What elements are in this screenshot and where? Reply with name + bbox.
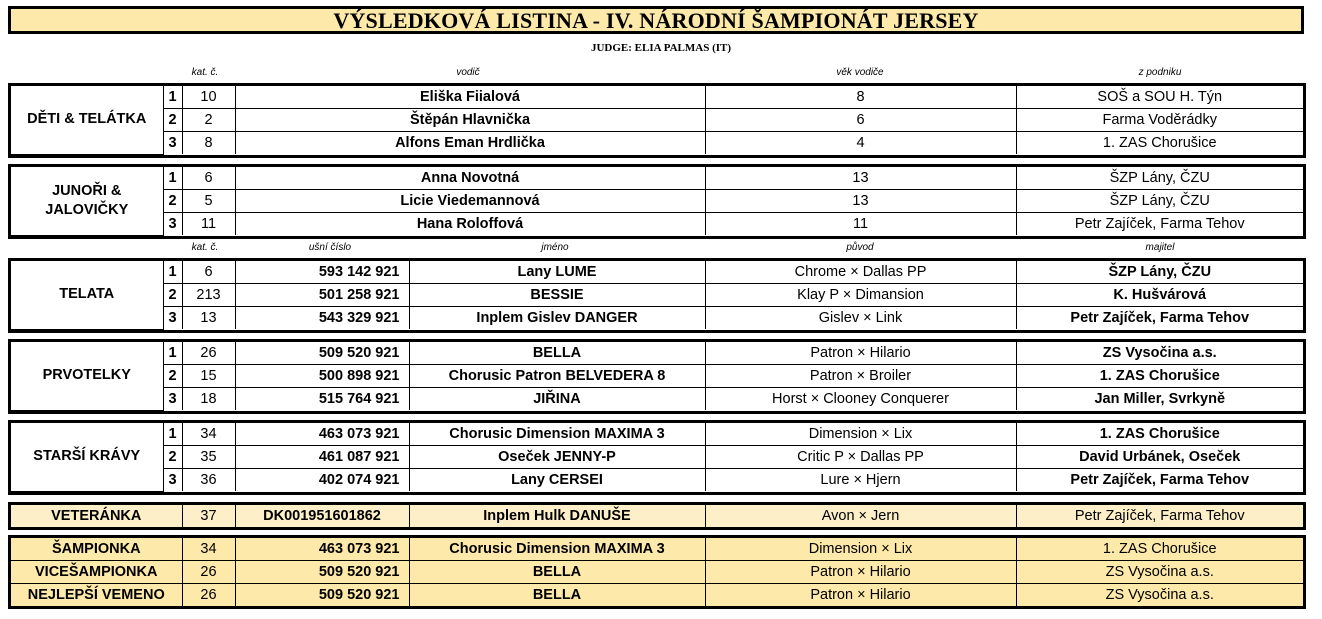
page-title: VÝSLEDKOVÁ LISTINA - IV. NÁRODNÍ ŠAMPIONÁT JERSEY — [8, 6, 1304, 34]
place: 2 — [163, 365, 182, 388]
handler-name: Eliška Fiialová — [235, 86, 705, 109]
ear-number: 515 764 921 — [235, 388, 409, 411]
origin: Chrome × Dallas PP — [705, 261, 1016, 284]
handler-name: Štěpán Hlavnička — [235, 109, 705, 132]
place: 1 — [163, 342, 182, 365]
place: 1 — [163, 423, 182, 446]
ear-number: 402 074 921 — [235, 469, 409, 492]
animal-name: Lany CERSEI — [409, 469, 705, 492]
header-kat: kat. č. — [191, 242, 219, 253]
table-row — [11, 167, 1303, 190]
place: 3 — [163, 213, 182, 236]
table-row — [11, 365, 1303, 388]
owner: ZS Vysočina a.s. — [1016, 561, 1303, 584]
animal-name: Oseček JENNY-P — [409, 446, 705, 469]
place: 3 — [163, 469, 182, 492]
owner: K. Hušvárová — [1016, 284, 1303, 307]
origin: Avon × Jern — [705, 505, 1016, 527]
header-vodic: vodič — [456, 67, 480, 78]
handler-name: Licie Viedemannová — [235, 190, 705, 213]
farm: 1. ZAS Chorušice — [1016, 132, 1303, 155]
handler-age: 8 — [705, 86, 1016, 109]
farm: SOŠ a SOU H. Týn — [1016, 86, 1303, 109]
origin: Klay P × Dimansion — [705, 284, 1016, 307]
ear-number: 501 258 921 — [235, 284, 409, 307]
category-label: DĚTI & TELÁTKA — [11, 86, 163, 154]
table-row — [11, 538, 1303, 561]
kat-number: 6 — [182, 167, 235, 190]
place: 2 — [163, 284, 182, 307]
owner: Petr Zajíček, Farma Tehov — [1016, 469, 1303, 492]
handler-age: 13 — [705, 167, 1016, 190]
handler-age: 13 — [705, 190, 1016, 213]
place: 3 — [163, 307, 182, 330]
ear-number: 593 142 921 — [235, 261, 409, 284]
handler-age: 4 — [705, 132, 1016, 155]
origin: Patron × Broiler — [705, 365, 1016, 388]
ear-number: 509 520 921 — [235, 561, 409, 584]
farm: ŠZP Lány, ČZU — [1016, 190, 1303, 213]
table-row — [11, 423, 1303, 446]
veteran-row — [8, 502, 1306, 530]
ear-number: DK001951601862 — [235, 505, 409, 527]
kat-number: 34 — [182, 423, 235, 446]
category-label: TELATA — [11, 261, 163, 329]
animal-name: Chorusic Dimension MAXIMA 3 — [409, 538, 705, 561]
table-row — [11, 261, 1303, 284]
kat-number: 36 — [182, 469, 235, 492]
origin: Critic P × Dallas PP — [705, 446, 1016, 469]
animal-name: Inplem Hulk DANUŠE — [409, 505, 705, 527]
animal-name: Inplem Gislev DANGER — [409, 307, 705, 330]
place: 1 — [163, 167, 182, 190]
origin: Gislev × Link — [705, 307, 1016, 330]
junior-group-1 — [8, 83, 1306, 158]
place: 1 — [163, 261, 182, 284]
table-row — [11, 505, 1303, 527]
animal-name: Chorusic Patron BELVEDERA 8 — [409, 365, 705, 388]
origin: Dimension × Lix — [705, 538, 1016, 561]
handler-name: Hana Roloffová — [235, 213, 705, 236]
header-majitel: majitel — [1145, 242, 1175, 253]
animal-name: BELLA — [409, 561, 705, 584]
owner: ŠZP Lány, ČZU — [1016, 261, 1303, 284]
kat-number: 15 — [182, 365, 235, 388]
owner: 1. ZAS Chorušice — [1016, 365, 1303, 388]
kat-number: 213 — [182, 284, 235, 307]
header-jmeno: jméno — [541, 242, 569, 253]
category-label: JUNOŘI & JALOVIČKY — [11, 167, 163, 235]
handler-name: Alfons Eman Hrdlička — [235, 132, 705, 155]
owner: ZS Vysočina a.s. — [1016, 342, 1303, 365]
table-row — [11, 109, 1303, 132]
cow-group-telata — [8, 258, 1306, 333]
origin: Patron × Hilario — [705, 584, 1016, 607]
kat-number: 2 — [182, 109, 235, 132]
kat-number: 6 — [182, 261, 235, 284]
ear-number: 463 073 921 — [235, 538, 409, 561]
owner: 1. ZAS Chorušice — [1016, 423, 1303, 446]
owner: 1. ZAS Chorušice — [1016, 538, 1303, 561]
origin: Dimension × Lix — [705, 423, 1016, 446]
place: 2 — [163, 446, 182, 469]
kat-number: 26 — [182, 584, 235, 607]
table-row — [11, 388, 1303, 411]
place: 2 — [163, 190, 182, 213]
champions-block — [8, 535, 1306, 609]
farm: Farma Voděrádky — [1016, 109, 1303, 132]
junior-group-2 — [8, 164, 1306, 239]
handler-age: 11 — [705, 213, 1016, 236]
origin: Patron × Hilario — [705, 342, 1016, 365]
category-label: VETERÁNKA — [11, 505, 182, 527]
animal-name: BELLA — [409, 584, 705, 607]
header-podnik: z podniku — [1138, 67, 1182, 78]
kat-number: 11 — [182, 213, 235, 236]
ear-number: 500 898 921 — [235, 365, 409, 388]
table-row — [11, 190, 1303, 213]
place: 1 — [163, 86, 182, 109]
table-row — [11, 86, 1303, 109]
kat-number: 34 — [182, 538, 235, 561]
kat-number: 5 — [182, 190, 235, 213]
table-row — [11, 284, 1303, 307]
category-label: STARŠÍ KRÁVY — [11, 423, 163, 491]
kat-number: 8 — [182, 132, 235, 155]
kat-number: 10 — [182, 86, 235, 109]
cow-group-prvotelky — [8, 339, 1306, 414]
kat-number: 37 — [182, 505, 235, 527]
header-kat: kat. č. — [191, 67, 219, 78]
owner: ZS Vysočina a.s. — [1016, 584, 1303, 607]
animal-name: Chorusic Dimension MAXIMA 3 — [409, 423, 705, 446]
category-label: PRVOTELKY — [11, 342, 163, 410]
table-row — [11, 561, 1303, 584]
ear-number: 463 073 921 — [235, 423, 409, 446]
ear-number: 509 520 921 — [235, 584, 409, 607]
farm: Petr Zajíček, Farma Tehov — [1016, 213, 1303, 236]
table-row — [11, 469, 1303, 492]
kat-number: 13 — [182, 307, 235, 330]
farm: ŠZP Lány, ČZU — [1016, 167, 1303, 190]
table-row — [11, 342, 1303, 365]
owner: Petr Zajíček, Farma Tehov — [1016, 307, 1303, 330]
judge-line: JUDGE: ELIA PALMAS (IT) — [590, 42, 732, 54]
place: 3 — [163, 388, 182, 411]
ear-number: 543 329 921 — [235, 307, 409, 330]
animal-name: Lany LUME — [409, 261, 705, 284]
category-label: VICEŠAMPIONKA — [11, 561, 182, 584]
place: 3 — [163, 132, 182, 155]
table-row — [11, 307, 1303, 330]
owner: Jan Miller, Svrkyně — [1016, 388, 1303, 411]
category-label: ŠAMPIONKA — [11, 538, 182, 561]
kat-number: 26 — [182, 561, 235, 584]
animal-name: BELLA — [409, 342, 705, 365]
table-row — [11, 213, 1303, 236]
table-row — [11, 446, 1303, 469]
owner: David Urbánek, Oseček — [1016, 446, 1303, 469]
kat-number: 26 — [182, 342, 235, 365]
cow-group-starsi-kravy — [8, 420, 1306, 495]
owner: Petr Zajíček, Farma Tehov — [1016, 505, 1303, 527]
handler-age: 6 — [705, 109, 1016, 132]
place: 2 — [163, 109, 182, 132]
origin: Horst × Clooney Conquerer — [705, 388, 1016, 411]
header-vek: věk vodiče — [836, 67, 884, 78]
header-puvod: původ — [846, 242, 874, 253]
kat-number: 18 — [182, 388, 235, 411]
animal-name: JIŘINA — [409, 388, 705, 411]
header-usni: ušní číslo — [308, 242, 352, 253]
table-row — [11, 584, 1303, 607]
ear-number: 461 087 921 — [235, 446, 409, 469]
ear-number: 509 520 921 — [235, 342, 409, 365]
table-row — [11, 132, 1303, 155]
category-label: NEJLEPŠÍ VEMENO — [11, 584, 182, 607]
animal-name: BESSIE — [409, 284, 705, 307]
origin: Lure × Hjern — [705, 469, 1016, 492]
kat-number: 35 — [182, 446, 235, 469]
handler-name: Anna Novotná — [235, 167, 705, 190]
origin: Patron × Hilario — [705, 561, 1016, 584]
